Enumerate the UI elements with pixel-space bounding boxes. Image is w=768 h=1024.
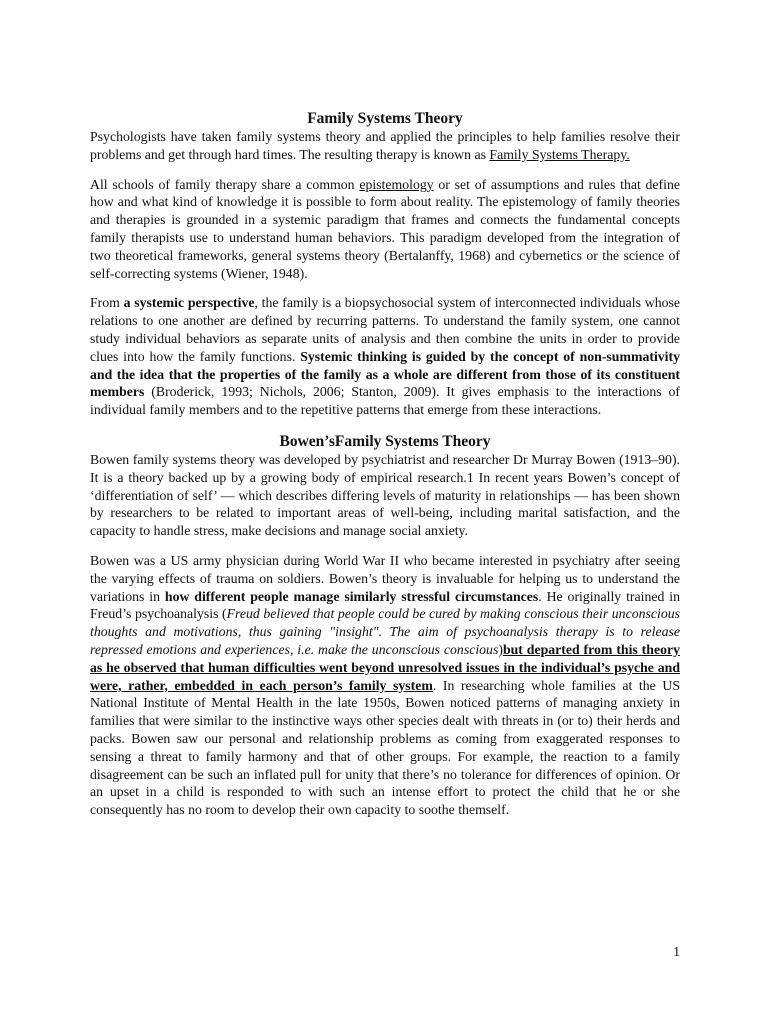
systemic-thinking-bold: Systemic thinking is guided by the concept of non-summativity and the idea that the properties of the family as a whole are different from those of its constituent members [90,348,681,400]
systemic-paragraph [90,294,680,419]
bowen2-text-2: . He originally trained in Freud’s psychoanalysis ( [90,588,680,622]
bowen2-italic-freud: Freud believed that people could be cured by making conscious their unconscious thoughts and motivations, thus gaining "insight". The aim of psychoanalysis therapy is to release repressed emotions and experiences, i.e. make the unconscious conscious [90,606,680,657]
epistemology-link[interactable]: epistemology [359,176,434,192]
bowen-paragraph-1: Bowen family systems theory was developed by psychiatrist and researcher Dr Murray Bowen (1913–90). It is a theory backed up by a growing body of empirical research.1 In recent years Bowen’s concept of ‘differentiation of self’ — which describes differing levels of maturity in relationships — has been shown by researchers to be related to important areas of well-being, including marital satisfaction, and the capacity to handle stress, make decisions and manage social anxiety. [90,451,680,539]
bowen2-text-3: ) [498,641,503,657]
page-number: 1 [673,944,680,959]
family-systems-therapy-link[interactable]: Family Systems Therapy. [489,146,630,162]
bowen2-bold-stress: how different people manage similarly stressful circumstances [164,588,539,604]
intro-paragraph [90,128,680,164]
section-heading-bowen: Bowen’sFamily Systems Theory [279,432,491,450]
intro-text: Psychologists have taken family systems theory and applied the principles to help families resolve their problems and get through hard times. The resulting therapy is known as [90,129,680,162]
systemic-text-2: , the family is a biopsychosocial system of interconnected individuals whose relations to one another are defined by recurring patterns. To understand the family system, one cannot study individual behaviors as separate units of analysis and then combine the units in order to provide clues into how the family functions. [90,295,680,364]
systemic-perspective-bold: a systemic perspective [123,295,255,311]
systemic-text-1: From [90,295,124,311]
bowen-paragraph-2 [90,552,680,819]
epistemology-text-2: or set of assumptions and rules that define how and what kind of knowledge it is possible to form about reality. The epistemology of family theories and therapies is grounded in a systemic paradigm that frames and connects the fundamental concepts family therapists use to understand human behaviors. This paradigm developed from the integration of two theoretical frameworks, general systems theory (Bertalanffy, 1968) and cybernetics or the science of self-correcting systems (Wiener, 1948). [90,176,681,281]
bowen2-bold-underline: but departed from this theory as he observed that human difficulties went beyond unresolved issues in the individual’s psyche and were, rather, embedded in each person’s family system [90,641,680,693]
systemic-text-3: (Broderick, 1993; Nichols, 2006; Stanton, 2009). It gives emphasis to the interactions of individual family members and to the repetitive patterns that emerge from these interactions. [90,384,680,418]
epistemology-text-1: All schools of family therapy share a common [90,176,360,192]
epistemology-paragraph [90,176,680,283]
bowen2-text-4: . In researching whole families at the US National Institute of Mental Health in the late 1950s, Bowen noticed patterns of managing anxiety in families that were similar to the instinctive ways other species dealt with threats in (or to) their herds and packs. Bowen saw our personal and relationship problems as coming from exaggerated responses to sensing a threat to family harmony and that of other groups. For example, the reaction to a family disagreement can be such an inflated pull for unity that there’s no tolerance for differences of opinion. Or an upset in a child is responded to with such an intense effort to protect the child that he or she consequently has no room to develop their own capacity to soothe themself. [90,677,680,818]
page-title: Family Systems Theory [307,110,463,127]
bowen2-text-1: Bowen was a US army physician during World War II who became interested in psychiatry after seeing the varying effects of trauma on soldiers. Bowen’s theory is invaluable for helping us to understand the variations in [90,552,680,604]
